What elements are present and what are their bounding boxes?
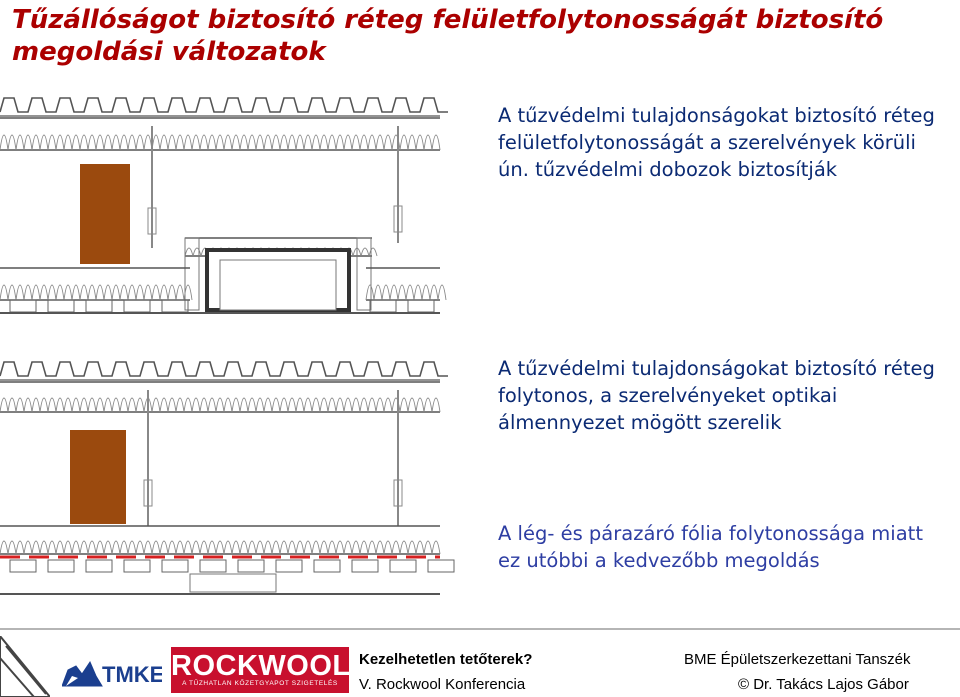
tmke-logo-text: TMKE xyxy=(102,662,162,687)
footer-author: © Dr. Takács Lajos Gábor xyxy=(738,676,909,693)
timber-beam xyxy=(80,164,130,264)
note-fire-boxes: A tűzvédelmi tulajdonságokat biztosító réteg felületfolytonosságát a szerelvények körüli ún. tűzvédelmi dobozok biztosítják xyxy=(498,104,935,181)
footer-course-title: Kezelhetetlen tetőterek? xyxy=(359,651,533,668)
ceiling-battens xyxy=(10,560,454,572)
triangle-mark-icon xyxy=(0,636,50,697)
slide-title: Tűzállóságot biztosító réteg felületfolytonosságát biztosító megoldási változatok xyxy=(12,5,884,67)
footer-divider xyxy=(0,628,960,630)
tmke-logo-mark xyxy=(62,652,162,692)
note-suspended-ceiling: A tűzvédelmi tulajdonságokat biztosító réteg folytonos, a szerelvényeket optikai álmennyezet mögött szerelik xyxy=(498,357,935,434)
footer-department: BME Épületszerkezettani Tanszék xyxy=(684,651,911,668)
insulation-layer-top xyxy=(0,118,440,150)
tmke-logo xyxy=(62,652,162,696)
hanger-rods xyxy=(148,126,402,248)
fixture-inner xyxy=(220,260,336,310)
footer-conference: V. Rockwool Konferencia xyxy=(359,676,526,693)
rockwool-logo-text: ROCKWOOL xyxy=(171,650,351,682)
hanger-rods xyxy=(144,390,402,526)
insulation-layer-top xyxy=(0,382,440,412)
note-conclusion: A lég- és párazáró fólia folytonossága miatt ez utóbbi a kedvezőbb megoldás xyxy=(498,522,923,572)
corrugated-steel-deck-top xyxy=(0,362,448,380)
rockwool-tagline: A TŰZHATLAN KŐZETGYAPOT SZIGETELÉS xyxy=(182,680,338,687)
insulation-layer-bottom xyxy=(0,526,440,554)
rockwool-logo xyxy=(171,647,349,693)
corrugated-steel-deck-top xyxy=(0,98,448,116)
timber-beam xyxy=(70,430,126,524)
light-fixture xyxy=(190,574,276,592)
